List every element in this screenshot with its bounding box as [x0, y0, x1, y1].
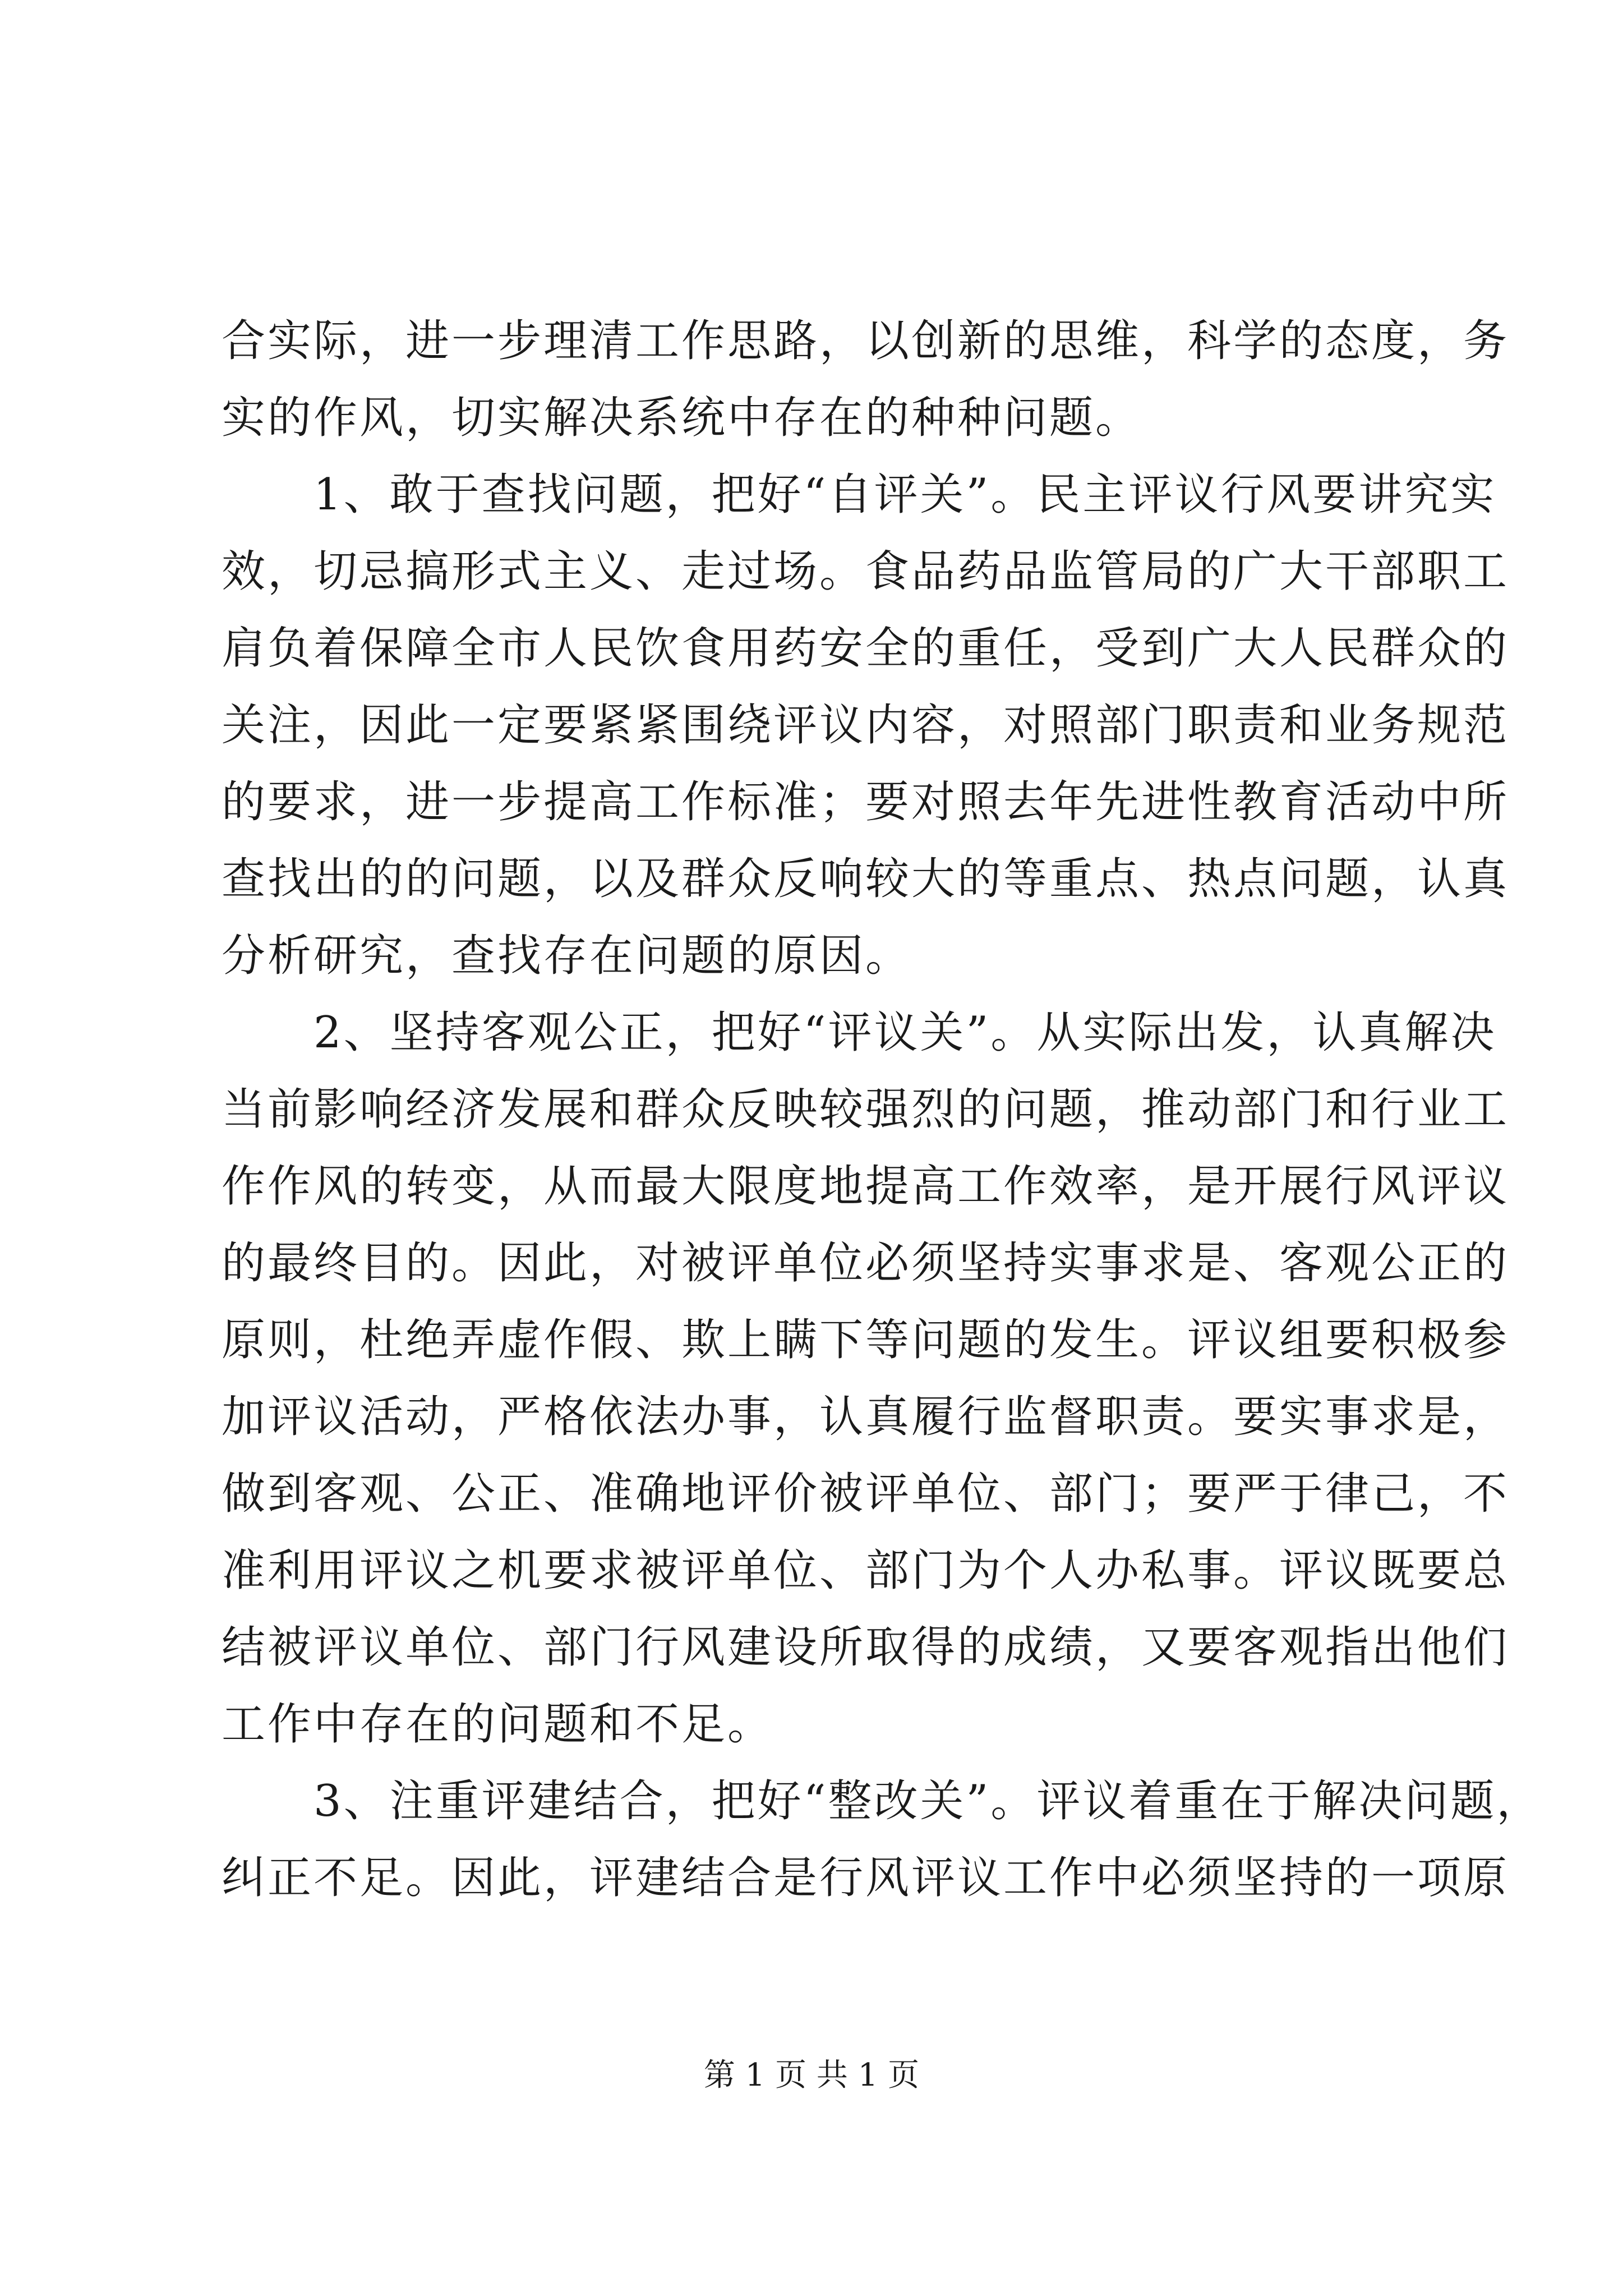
text-line: 查找出的的问题，以及群众反响较大的等重点、热点问题，认真 [222, 854, 1510, 904]
document-body [222, 303, 1543, 1917]
text-line: 原则，杜绝弄虚作假、欺上瞒下等问题的发生。评议组要积极参 [222, 1315, 1510, 1365]
text-line: 纠正不足。因此，评建结合是行风评议工作中必须坚持的一项原 [222, 1853, 1510, 1903]
text-line: 工作中存在的问题和不足。 [222, 1699, 774, 1750]
text-line: 结被评议单位、部门行风建设所取得的成绩，又要客观指出他们 [222, 1622, 1510, 1673]
text-line: 的最终目的。因此，对被评单位必须坚持实事求是、客观公正的 [222, 1238, 1510, 1289]
text-line: 效，切忌搞形式主义、走过场。食品药品监管局的广大干部职工 [222, 546, 1510, 597]
text-line: 做到客观、公正、准确地评价被评单位、部门；要严于律己，不 [222, 1469, 1510, 1519]
text-line: 当前影响经济发展和群众反映较强烈的问题，推动部门和行业工 [222, 1084, 1510, 1135]
text-line: 关注，因此一定要紧紧围绕评议内容，对照部门职责和业务规范 [222, 700, 1510, 751]
page-footer [0, 2053, 1623, 2098]
text-line: 1、敢于查找问题，把好“自评关”。民主评议行风要讲究实 [222, 470, 1497, 520]
text-line: 实的作风，切实解决系统中存在的种种问题。 [222, 393, 1142, 443]
text-line: 作作风的转变，从而最大限度地提高工作效率，是开展行风评议 [222, 1161, 1510, 1212]
text-line: 合实际，进一步理清工作思路，以创新的思维，科学的态度，务 [222, 316, 1510, 366]
page-number: 第 1 页 共 1 页 [703, 2057, 920, 2093]
text-line: 2、坚持客观公正，把好“评议关”。从实际出发，认真解决 [222, 1007, 1497, 1058]
text-line: 准利用评议之机要求被评单位、部门为个人办私事。评议既要总 [222, 1545, 1510, 1596]
text-line: 加评议活动，严格依法办事，认真履行监督职责。要实事求是， [222, 1392, 1510, 1442]
text-line: 肩负着保障全市人民饮食用药安全的重任，受到广大人民群众的 [222, 623, 1510, 674]
text-line: 的要求，进一步提高工作标准；要对照去年先进性教育活动中所 [222, 777, 1510, 827]
text-line: 3、注重评建结合，把好“整改关”。评议着重在于解决问题， [222, 1776, 1543, 1826]
text-line: 分析研究，查找存在问题的原因。 [222, 931, 912, 981]
